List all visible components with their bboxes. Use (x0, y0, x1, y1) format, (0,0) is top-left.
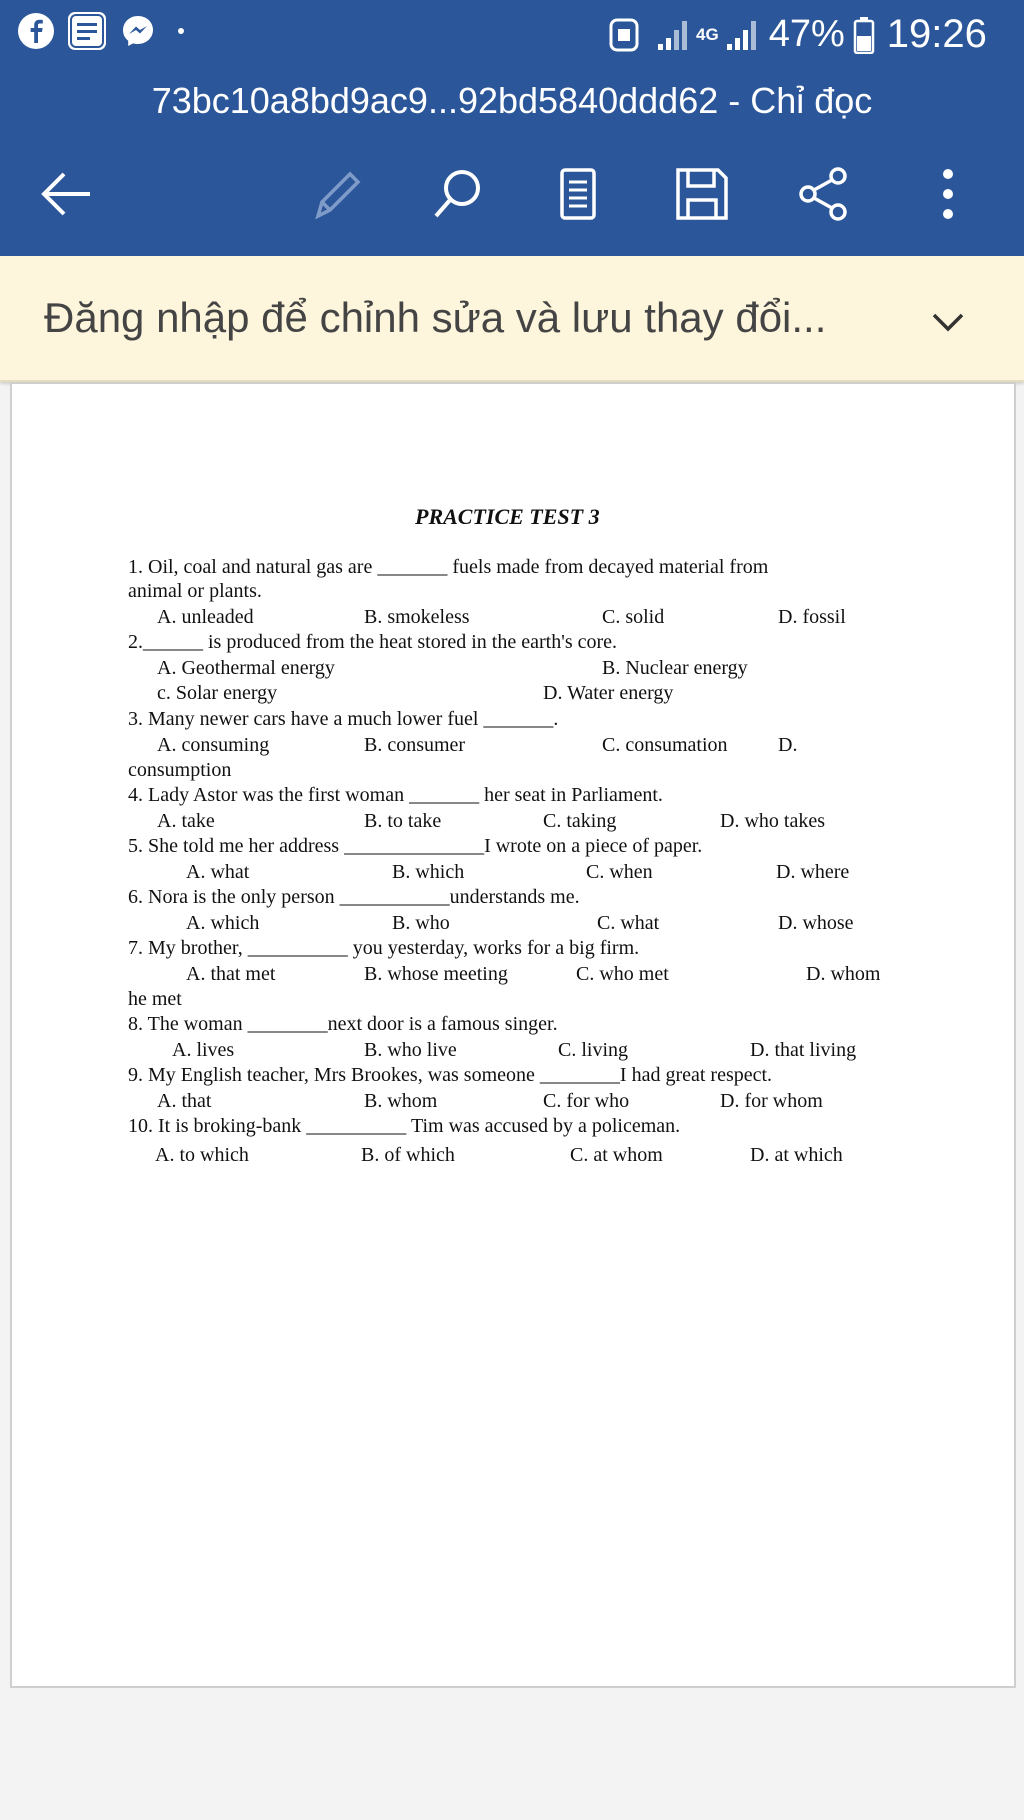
save-icon (672, 164, 732, 224)
option: C. living (558, 1039, 629, 1061)
search-button[interactable] (418, 154, 498, 234)
page-title: PRACTICE TEST 3 (415, 504, 600, 529)
option: A. that (157, 1090, 212, 1112)
option: B. smokeless (364, 606, 470, 628)
option: C. who met (576, 963, 669, 985)
question-1-cont: animal or plants. (128, 580, 262, 602)
option: B. which (392, 861, 465, 883)
option: D. for whom (720, 1090, 823, 1112)
option: A. unleaded (157, 606, 254, 628)
option: D. whose (778, 912, 854, 934)
question-3: 3. Many newer cars have a much lower fuel _______. (128, 708, 559, 730)
edit-button[interactable] (296, 154, 376, 234)
option: c. Solar energy (157, 682, 278, 704)
document-page[interactable] (10, 382, 1016, 1688)
pencil-icon (306, 164, 366, 224)
option: B. who (392, 912, 450, 934)
option-cont: he met (128, 988, 182, 1010)
reading-view-button[interactable] (538, 154, 618, 234)
option: A. to which (155, 1144, 249, 1166)
option: A. which (186, 912, 260, 934)
option: D. Water energy (543, 682, 674, 704)
back-arrow-icon (36, 164, 96, 224)
option: A. take (157, 810, 215, 832)
option: D. who takes (720, 810, 825, 832)
battery-percent: 47% (768, 13, 845, 55)
back-button[interactable] (26, 154, 106, 234)
dot-icon (178, 28, 184, 34)
status-left-icons (18, 12, 184, 50)
option: D. at which (750, 1144, 843, 1166)
option-cont: consumption (128, 759, 232, 781)
status-right-icons (608, 12, 987, 57)
option: C. when (586, 861, 653, 883)
nfc-icon (608, 17, 640, 53)
option: D. (778, 734, 798, 756)
status-bar (0, 0, 1024, 70)
battery-icon (853, 16, 875, 54)
baomoi-icon (68, 12, 106, 50)
messenger-icon (120, 13, 156, 49)
option: A. what (186, 861, 250, 883)
question-2: 2.______ is produced from the heat stored in the earth's core. (128, 631, 618, 653)
option: D. that living (750, 1039, 857, 1061)
option: B. who live (364, 1039, 457, 1061)
option: D. whom (806, 963, 881, 985)
option: C. consumation (602, 734, 728, 756)
search-icon (428, 164, 488, 224)
option: A. Geothermal energy (157, 657, 335, 679)
signal-strength-icon (654, 18, 690, 52)
clock: 19:26 (886, 12, 987, 56)
more-options-button[interactable] (908, 154, 988, 234)
save-button[interactable] (662, 154, 742, 234)
question-6: 6. Nora is the only person ___________understands me. (128, 886, 580, 908)
sign-in-banner-text[interactable]: Đăng nhập để chỉnh sửa và lưu thay đổi... (44, 294, 827, 341)
signal-strength-icon-2 (723, 18, 759, 52)
question-9: 9. My English teacher, Mrs Brookes, was someone ________I had great respect. (128, 1064, 773, 1086)
option: A. that met (186, 963, 276, 985)
question-5: 5. She told me her address ______________I wrote on a piece of paper. (128, 835, 703, 857)
more-vertical-icon (918, 164, 978, 224)
option: C. solid (602, 606, 665, 628)
option: D. fossil (778, 606, 846, 628)
question-1: 1. Oil, coal and natural gas are _______ fuels made from decayed material from (128, 556, 769, 578)
option: B. whose meeting (364, 963, 508, 985)
question-10: 10. It is broking-bank __________ Tim was accused by a policeman. (128, 1115, 681, 1137)
option: B. whom (364, 1090, 438, 1112)
question-7: 7. My brother, __________ you yesterday, works for a big firm. (128, 937, 640, 959)
option: C. at whom (570, 1144, 663, 1166)
share-icon (794, 164, 854, 224)
option: C. for who (543, 1090, 630, 1112)
toolbar (0, 132, 1024, 256)
chevron-down-icon (928, 302, 968, 342)
sign-in-banner[interactable] (0, 256, 1024, 382)
option: B. consumer (364, 734, 466, 756)
facebook-icon (18, 13, 54, 49)
document-title: 73bc10a8bd9ac9...92bd5840ddd62 - Chỉ đọc (0, 70, 1024, 132)
question-8: 8. The woman ________next door is a famous singer. (128, 1013, 558, 1035)
option: A. consuming (157, 734, 270, 756)
question-4: 4. Lady Astor was the first woman _______ her seat in Parliament. (128, 784, 663, 806)
network-type-label: 4G (696, 24, 719, 44)
option: C. what (597, 912, 660, 934)
option: D. where (776, 861, 850, 883)
document-view-icon (548, 164, 608, 224)
option: B. Nuclear energy (602, 657, 748, 679)
expand-banner-button[interactable] (918, 292, 978, 352)
option: B. to take (364, 810, 442, 832)
share-button[interactable] (784, 154, 864, 234)
option: C. taking (543, 810, 617, 832)
option: B. of which (361, 1144, 455, 1166)
option: A. lives (172, 1039, 235, 1061)
